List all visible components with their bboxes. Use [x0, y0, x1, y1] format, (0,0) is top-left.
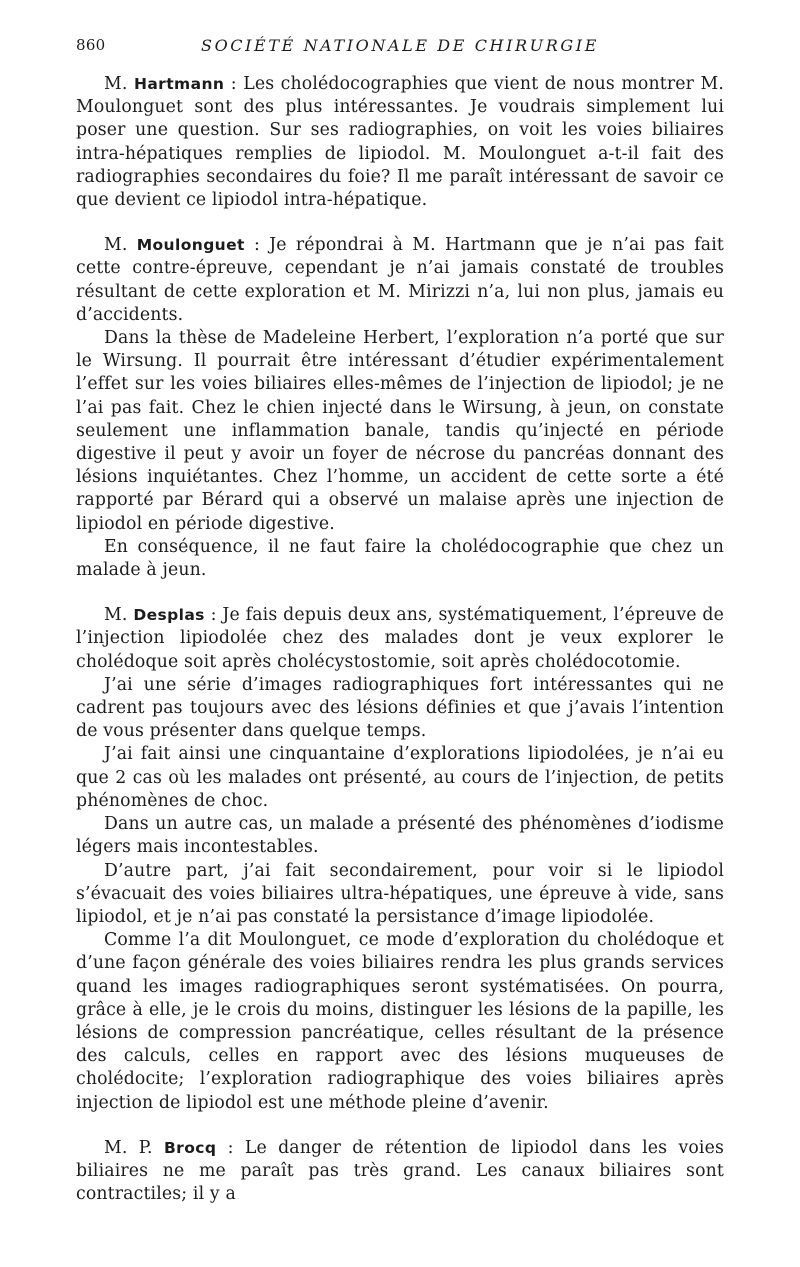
- speaker-name: Brocq: [163, 1138, 217, 1157]
- paragraph: J’ai fait ainsi une cinquantaine d’explorations lipiodolées, je n’ai eu que 2 cas où les malades ont présenté, au cours de l’injection, de petits phénomènes de choc.: [76, 744, 724, 811]
- paragraph-text: : Le danger de rétention de lipiodol dans les voies biliaires ne me paraît pas très grand. Les canaux biliaires sont contractiles; il y a: [76, 1137, 724, 1205]
- speaker-name: Hartmann: [133, 75, 225, 93]
- paragraph: D’autre part, j’ai fait secondairement, pour voir si le lipiodol s’évacuait des voies biliaires ultra-hépatiques, une épreuve à vide, sans lipiodol, et je n’ai pas constaté la persistance d’image lipiodolée.: [76, 860, 724, 927]
- paragraph-text: : Je répondrai à M. Hartmann que je n’ai pas fait cette contre-épreuve, cependant je n’ai jamais constaté de troubles résultant de cette exploration et M. Mirizzi n’a, lui non plus, jamais eu d’accidents.: [76, 235, 724, 325]
- paragraph-text: : Les cholédocographies que vient de nous montrer M. Moulonguet sont des plus intéressantes. Je voudrais simplement lui poser une question. Sur ses radiographies, on voit les voies biliaires intra-hépatiques remplies de lipiodol. M. Moulonguet a-t-il fait des radiographies secondaires du foie? Il me paraît intéressant de savoir ce que devient ce lipiodol intra-hépatique.: [76, 74, 724, 211]
- page-number: 860: [76, 36, 106, 54]
- body-text: [76, 73, 724, 1228]
- paragraph-text: : Je fais depuis deux ans, systématiquement, l’épreuve de l’injection lipiodolée chez des malades dont je veux explorer le cholédoque soit après cholécystostomie, soit après cholédocotomie.: [76, 605, 725, 672]
- speaker-prefix: M.: [104, 605, 134, 626]
- paragraph: En conséquence, il ne faut faire la cholédocographie que chez un malade à jeun.: [76, 536, 724, 581]
- speaker-prefix: M.: [104, 74, 134, 94]
- speaker-entry-moulonguet: [76, 234, 724, 582]
- paragraph: [76, 234, 724, 327]
- paragraph: [76, 1137, 724, 1207]
- paragraph: J’ai une série d’images radiographiques fort intéressantes qui ne cadrent pas toujours avec des lésions définies et que j’avais l’intention de vous présenter dans quelque temps.: [76, 674, 724, 742]
- paragraph: [76, 73, 724, 212]
- speaker-name: Desplas: [133, 606, 205, 625]
- speaker-prefix: M.: [104, 235, 137, 256]
- speaker-prefix: M. P.: [104, 1137, 164, 1158]
- paragraph: Comme l’a dit Moulonguet, ce mode d’exploration du cholédoque et d’une façon générale des voies biliaires rendra les plus grands services quand les images radiographiques seront systématisées. On pourra, grâce à elle, je le crois du moins, distinguer les lésions de la papille, les lésions de compression pancréatique, celles résultant de la présence des calculs, celles en rapport avec des lésions muqueuses de cholédocite; l’exploration radiographique des voies biliaires après injection de lipiodol est une méthode pleine d’avenir.: [76, 930, 724, 1113]
- speaker-name: Moulonguet: [136, 236, 245, 255]
- speaker-entry-brocq: [76, 1137, 724, 1207]
- running-head: SOCIÉTÉ NATIONALE DE CHIRURGIE: [201, 36, 599, 55]
- page-header: [76, 36, 724, 58]
- speaker-entry-hartmann: [76, 73, 724, 212]
- paragraph: [76, 604, 724, 674]
- paragraph: Dans un autre cas, un malade a présenté des phénomènes d’iodisme légers mais incontestables.: [76, 814, 724, 858]
- speaker-entry-desplas: [76, 604, 724, 1114]
- paragraph: Dans la thèse de Madeleine Herbert, l’exploration n’a porté que sur le Wirsung. Il pourrait être intéressant d’étudier expérimentalement l’effet sur les voies biliaires elles-mêmes de l’injection de lipiodol; je ne l’ai pas fait. Chez le chien injecté dans le Wirsung, à jeun, on constate seulement une inflammation banale, tandis qu’injecté en période digestive il peut y avoir un foyer de nécrose du pancréas donnant des lésions inquiétantes. Chez l’homme, un accident de cette sorte a été rapporté par Bérard qui a observé un malaise après une injection de lipiodol en période digestive.: [76, 328, 724, 534]
